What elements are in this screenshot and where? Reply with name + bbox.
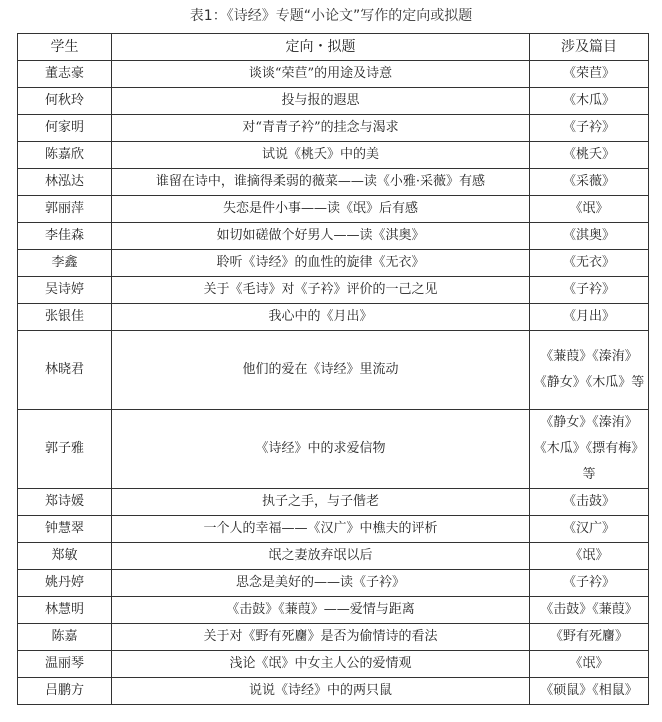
topic-cell: 关于《毛诗》对《子衿》评价的一己之见 bbox=[112, 277, 530, 304]
student-cell: 吕鹏方 bbox=[18, 678, 112, 705]
works-cell: 《子衿》 bbox=[530, 570, 649, 597]
student-cell: 张银佳 bbox=[18, 304, 112, 331]
topic-cell: 他们的爱在《诗经》里流动 bbox=[112, 331, 530, 410]
works-cell: 《子衿》 bbox=[530, 115, 649, 142]
works-cell: 《子衿》 bbox=[530, 277, 649, 304]
table-row bbox=[18, 678, 649, 705]
table-row bbox=[18, 304, 649, 331]
table-row bbox=[18, 624, 649, 651]
table-row bbox=[18, 489, 649, 516]
student-cell: 李鑫 bbox=[18, 250, 112, 277]
table-row bbox=[18, 196, 649, 223]
student-cell: 陈嘉欣 bbox=[18, 142, 112, 169]
student-cell: 温丽琴 bbox=[18, 651, 112, 678]
works-cell: 《击鼓》 bbox=[530, 489, 649, 516]
student-cell: 郭丽萍 bbox=[18, 196, 112, 223]
table-row bbox=[18, 142, 649, 169]
table-row bbox=[18, 516, 649, 543]
header-works: 涉及篇目 bbox=[530, 34, 649, 61]
student-cell: 董志豪 bbox=[18, 61, 112, 88]
topic-cell: 一个人的幸福——《汉广》中樵夫的评析 bbox=[112, 516, 530, 543]
works-cell: 《硕鼠》《相鼠》 bbox=[530, 678, 649, 705]
topic-cell: 《诗经》中的求爱信物 bbox=[112, 410, 530, 489]
topic-cell: 如切如磋做个好男人——读《淇奥》 bbox=[112, 223, 530, 250]
table-row bbox=[18, 88, 649, 115]
table-row bbox=[18, 169, 649, 196]
topic-cell: 浅论《氓》中女主人公的爱情观 bbox=[112, 651, 530, 678]
works-cell: 《野有死麕》 bbox=[530, 624, 649, 651]
table-caption: 表1：《诗经》专题“小论文”写作的定向或拟题 bbox=[189, 8, 473, 24]
works-cell: 《击鼓》《蒹葭》 bbox=[530, 597, 649, 624]
works-cell: 《月出》 bbox=[530, 304, 649, 331]
student-cell: 李佳森 bbox=[18, 223, 112, 250]
table-row bbox=[18, 115, 649, 142]
student-cell: 吴诗婷 bbox=[18, 277, 112, 304]
essay-topics-table bbox=[17, 33, 649, 705]
works-cell: 《蒹葭》《溱洧》《静女》《木瓜》等 bbox=[530, 331, 649, 410]
topic-cell: 说说《诗经》中的两只鼠 bbox=[112, 678, 530, 705]
works-cell: 《静女》《溱洧》《木瓜》《摽有梅》等 bbox=[530, 410, 649, 489]
works-cell: 《荣苣》 bbox=[530, 61, 649, 88]
student-cell: 何秋玲 bbox=[18, 88, 112, 115]
works-cell: 《汉广》 bbox=[530, 516, 649, 543]
student-cell: 郑敏 bbox=[18, 543, 112, 570]
works-cell: 《氓》 bbox=[530, 543, 649, 570]
table-row bbox=[18, 61, 649, 88]
topic-cell: 聆听《诗经》的血性的旋律《无衣》 bbox=[112, 250, 530, 277]
works-cell: 《采薇》 bbox=[530, 169, 649, 196]
student-cell: 林慧明 bbox=[18, 597, 112, 624]
student-cell: 林晓君 bbox=[18, 331, 112, 410]
student-cell: 何家明 bbox=[18, 115, 112, 142]
works-cell: 《木瓜》 bbox=[530, 88, 649, 115]
header-student: 学生 bbox=[18, 34, 112, 61]
topic-cell: 执子之手，与子偕老 bbox=[112, 489, 530, 516]
topic-cell: 谈谈“荣苣”的用途及诗意 bbox=[112, 61, 530, 88]
student-cell: 陈嘉 bbox=[18, 624, 112, 651]
header-row bbox=[18, 34, 649, 61]
student-cell: 姚丹婷 bbox=[18, 570, 112, 597]
student-cell: 林泓达 bbox=[18, 169, 112, 196]
header-topic: 定向・拟题 bbox=[112, 34, 530, 61]
topic-cell: 对“青青子衿”的挂念与渴求 bbox=[112, 115, 530, 142]
topic-cell: 《击鼓》《蒹葭》——爱情与距离 bbox=[112, 597, 530, 624]
table-row bbox=[18, 410, 649, 489]
table-row bbox=[18, 543, 649, 570]
table-row bbox=[18, 277, 649, 304]
table-row bbox=[18, 570, 649, 597]
topic-cell: 氓之妻放弃氓以后 bbox=[112, 543, 530, 570]
works-cell: 《桃夭》 bbox=[530, 142, 649, 169]
works-cell: 《氓》 bbox=[530, 651, 649, 678]
topic-cell: 谁留在诗中，谁摘得柔弱的薇菜——读《小雅·采薇》有感 bbox=[112, 169, 530, 196]
student-cell: 钟慧翠 bbox=[18, 516, 112, 543]
works-cell: 《无衣》 bbox=[530, 250, 649, 277]
topic-cell: 试说《桃夭》中的美 bbox=[112, 142, 530, 169]
topic-cell: 关于对《野有死麕》是否为偷情诗的看法 bbox=[112, 624, 530, 651]
student-cell: 郭子雅 bbox=[18, 410, 112, 489]
topic-cell: 投与报的遐思 bbox=[112, 88, 530, 115]
topic-cell: 思念是美好的——读《子衿》 bbox=[112, 570, 530, 597]
table-row bbox=[18, 250, 649, 277]
table-row bbox=[18, 597, 649, 624]
table-row bbox=[18, 651, 649, 678]
topic-cell: 失恋是件小事——读《氓》后有感 bbox=[112, 196, 530, 223]
table-row bbox=[18, 331, 649, 410]
topic-cell: 我心中的《月出》 bbox=[112, 304, 530, 331]
works-cell: 《淇奥》 bbox=[530, 223, 649, 250]
table-row bbox=[18, 223, 649, 250]
student-cell: 郑诗媛 bbox=[18, 489, 112, 516]
works-cell: 《氓》 bbox=[530, 196, 649, 223]
